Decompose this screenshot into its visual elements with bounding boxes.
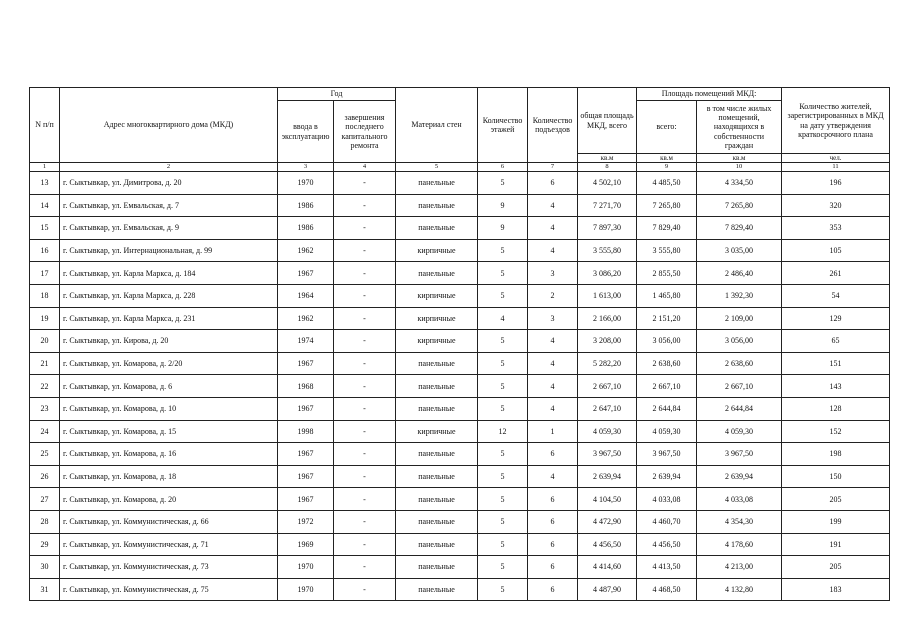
year-commission-cell: 1964 bbox=[278, 285, 334, 308]
table-row bbox=[30, 330, 890, 353]
residents-cell: 353 bbox=[782, 217, 890, 240]
unit-premises-private: кв.м bbox=[697, 154, 782, 163]
year-repair-cell: - bbox=[334, 307, 396, 330]
floors-cell: 5 bbox=[478, 397, 528, 420]
total-area-cell: 1 613,00 bbox=[578, 285, 637, 308]
year-commission-cell: 1962 bbox=[278, 239, 334, 262]
table-row bbox=[30, 443, 890, 466]
material-cell: панельные bbox=[396, 217, 478, 240]
header-num: N п/п bbox=[30, 88, 60, 163]
year-commission-cell: 1986 bbox=[278, 194, 334, 217]
year-repair-cell: - bbox=[334, 285, 396, 308]
year-repair-cell: - bbox=[334, 465, 396, 488]
premises-private-cell: 4 354,30 bbox=[697, 510, 782, 533]
header-year-repair: завершения последнего капитального ремонта bbox=[334, 101, 396, 163]
total-area-cell: 4 059,30 bbox=[578, 420, 637, 443]
floors-cell: 5 bbox=[478, 330, 528, 353]
year-commission-cell: 1962 bbox=[278, 307, 334, 330]
year-repair-cell: - bbox=[334, 510, 396, 533]
row-number: 24 bbox=[30, 420, 60, 443]
header-year-commission: ввода в эксплуатацию bbox=[278, 101, 334, 163]
year-repair-cell: - bbox=[334, 488, 396, 511]
residents-cell: 198 bbox=[782, 443, 890, 466]
year-commission-cell: 1967 bbox=[278, 352, 334, 375]
table-row bbox=[30, 420, 890, 443]
floors-cell: 9 bbox=[478, 217, 528, 240]
premises-total-cell: 1 465,80 bbox=[637, 285, 697, 308]
premises-total-cell: 3 056,00 bbox=[637, 330, 697, 353]
table-row bbox=[30, 262, 890, 285]
address-cell: г. Сыктывкар, ул. Комарова, д. 6 bbox=[60, 375, 278, 398]
floors-cell: 5 bbox=[478, 352, 528, 375]
floors-cell: 4 bbox=[478, 307, 528, 330]
row-number: 14 bbox=[30, 194, 60, 217]
premises-total-cell: 2 638,60 bbox=[637, 352, 697, 375]
premises-private-cell: 4 132,80 bbox=[697, 578, 782, 601]
total-area-cell: 4 104,50 bbox=[578, 488, 637, 511]
column-number: 11 bbox=[782, 163, 890, 172]
floors-cell: 5 bbox=[478, 172, 528, 195]
entrances-cell: 4 bbox=[528, 239, 578, 262]
entrances-cell: 6 bbox=[528, 556, 578, 579]
row-number: 15 bbox=[30, 217, 60, 240]
entrances-cell: 4 bbox=[528, 375, 578, 398]
address-cell: г. Сыктывкар, ул. Интернациональная, д. 99 bbox=[60, 239, 278, 262]
premises-total-cell: 7 829,40 bbox=[637, 217, 697, 240]
total-area-cell: 4 414,60 bbox=[578, 556, 637, 579]
table-row bbox=[30, 239, 890, 262]
floors-cell: 5 bbox=[478, 488, 528, 511]
year-commission-cell: 1970 bbox=[278, 556, 334, 579]
entrances-cell: 6 bbox=[528, 578, 578, 601]
total-area-cell: 2 639,94 bbox=[578, 465, 637, 488]
material-cell: панельные bbox=[396, 578, 478, 601]
year-commission-cell: 1986 bbox=[278, 217, 334, 240]
residents-cell: 54 bbox=[782, 285, 890, 308]
total-area-cell: 2 667,10 bbox=[578, 375, 637, 398]
column-number: 4 bbox=[334, 163, 396, 172]
address-cell: г. Сыктывкар, ул. Комарова, д. 15 bbox=[60, 420, 278, 443]
total-area-cell: 7 271,70 bbox=[578, 194, 637, 217]
column-number: 7 bbox=[528, 163, 578, 172]
year-repair-cell: - bbox=[334, 239, 396, 262]
address-cell: г. Сыктывкар, ул. Комарова, д. 16 bbox=[60, 443, 278, 466]
premises-total-cell: 2 667,10 bbox=[637, 375, 697, 398]
year-repair-cell: - bbox=[334, 397, 396, 420]
address-cell: г. Сыктывкар, ул. Коммунистическая, д. 66 bbox=[60, 510, 278, 533]
premises-total-cell: 4 456,50 bbox=[637, 533, 697, 556]
header-material: Материал стен bbox=[396, 88, 478, 163]
row-number: 25 bbox=[30, 443, 60, 466]
total-area-cell: 7 897,30 bbox=[578, 217, 637, 240]
row-number: 22 bbox=[30, 375, 60, 398]
entrances-cell: 4 bbox=[528, 397, 578, 420]
material-cell: панельные bbox=[396, 172, 478, 195]
row-number: 21 bbox=[30, 352, 60, 375]
premises-total-cell: 4 460,70 bbox=[637, 510, 697, 533]
table-row bbox=[30, 217, 890, 240]
total-area-cell: 4 472,90 bbox=[578, 510, 637, 533]
floors-cell: 5 bbox=[478, 533, 528, 556]
material-cell: панельные bbox=[396, 533, 478, 556]
year-commission-cell: 1974 bbox=[278, 330, 334, 353]
premises-total-cell: 4 059,30 bbox=[637, 420, 697, 443]
unit-premises-total: кв.м bbox=[637, 154, 697, 163]
entrances-cell: 1 bbox=[528, 420, 578, 443]
material-cell: панельные bbox=[396, 510, 478, 533]
residents-cell: 65 bbox=[782, 330, 890, 353]
material-cell: панельные bbox=[396, 556, 478, 579]
year-commission-cell: 1970 bbox=[278, 578, 334, 601]
year-repair-cell: - bbox=[334, 375, 396, 398]
entrances-cell: 3 bbox=[528, 262, 578, 285]
year-repair-cell: - bbox=[334, 556, 396, 579]
total-area-cell: 2 647,10 bbox=[578, 397, 637, 420]
residents-cell: 320 bbox=[782, 194, 890, 217]
address-cell: г. Сыктывкар, ул. Емвальская, д. 9 bbox=[60, 217, 278, 240]
residents-cell: 191 bbox=[782, 533, 890, 556]
floors-cell: 9 bbox=[478, 194, 528, 217]
residents-cell: 261 bbox=[782, 262, 890, 285]
premises-private-cell: 3 967,50 bbox=[697, 443, 782, 466]
row-number: 28 bbox=[30, 510, 60, 533]
floors-cell: 12 bbox=[478, 420, 528, 443]
premises-private-cell: 4 059,30 bbox=[697, 420, 782, 443]
premises-private-cell: 4 334,50 bbox=[697, 172, 782, 195]
premises-total-cell: 2 151,20 bbox=[637, 307, 697, 330]
material-cell: панельные bbox=[396, 397, 478, 420]
address-cell: г. Сыктывкар, ул. Карла Маркса, д. 184 bbox=[60, 262, 278, 285]
entrances-cell: 3 bbox=[528, 307, 578, 330]
entrances-cell: 6 bbox=[528, 443, 578, 466]
floors-cell: 5 bbox=[478, 375, 528, 398]
header-total-area: общая площадь МКД, всего bbox=[578, 88, 637, 154]
material-cell: панельные bbox=[396, 443, 478, 466]
year-repair-cell: - bbox=[334, 172, 396, 195]
residents-cell: 143 bbox=[782, 375, 890, 398]
header-premises-private: в том числе жилых помещений, находящихся в собственности граждан bbox=[697, 101, 782, 154]
entrances-cell: 4 bbox=[528, 217, 578, 240]
total-area-cell: 3 967,50 bbox=[578, 443, 637, 466]
row-number: 19 bbox=[30, 307, 60, 330]
total-area-cell: 3 555,80 bbox=[578, 239, 637, 262]
year-repair-cell: - bbox=[334, 352, 396, 375]
material-cell: панельные bbox=[396, 262, 478, 285]
column-number: 10 bbox=[697, 163, 782, 172]
entrances-cell: 2 bbox=[528, 285, 578, 308]
year-commission-cell: 1967 bbox=[278, 488, 334, 511]
year-repair-cell: - bbox=[334, 262, 396, 285]
premises-total-cell: 7 265,80 bbox=[637, 194, 697, 217]
year-repair-cell: - bbox=[334, 533, 396, 556]
floors-cell: 5 bbox=[478, 578, 528, 601]
table-body bbox=[30, 172, 890, 601]
premises-private-cell: 2 639,94 bbox=[697, 465, 782, 488]
table-row bbox=[30, 194, 890, 217]
address-cell: г. Сыктывкар, ул. Карла Маркса, д. 231 bbox=[60, 307, 278, 330]
address-cell: г. Сыктывкар, ул. Комарова, д. 20 bbox=[60, 488, 278, 511]
column-number: 3 bbox=[278, 163, 334, 172]
table-row bbox=[30, 465, 890, 488]
year-commission-cell: 1969 bbox=[278, 533, 334, 556]
year-commission-cell: 1968 bbox=[278, 375, 334, 398]
row-number: 30 bbox=[30, 556, 60, 579]
residents-cell: 150 bbox=[782, 465, 890, 488]
premises-total-cell: 2 639,94 bbox=[637, 465, 697, 488]
material-cell: кирпичные bbox=[396, 239, 478, 262]
header-premises-area: Площадь помещений МКД: bbox=[637, 88, 782, 101]
table-row bbox=[30, 556, 890, 579]
row-number: 16 bbox=[30, 239, 60, 262]
year-commission-cell: 1967 bbox=[278, 443, 334, 466]
address-cell: г. Сыктывкар, ул. Карла Маркса, д. 228 bbox=[60, 285, 278, 308]
year-commission-cell: 1998 bbox=[278, 420, 334, 443]
year-commission-cell: 1967 bbox=[278, 465, 334, 488]
row-number: 26 bbox=[30, 465, 60, 488]
year-repair-cell: - bbox=[334, 420, 396, 443]
column-number: 9 bbox=[637, 163, 697, 172]
floors-cell: 5 bbox=[478, 556, 528, 579]
premises-private-cell: 4 033,08 bbox=[697, 488, 782, 511]
premises-private-cell: 7 829,40 bbox=[697, 217, 782, 240]
year-repair-cell: - bbox=[334, 443, 396, 466]
row-number: 31 bbox=[30, 578, 60, 601]
premises-total-cell: 4 033,08 bbox=[637, 488, 697, 511]
table-row bbox=[30, 285, 890, 308]
table-row bbox=[30, 510, 890, 533]
premises-private-cell: 2 486,40 bbox=[697, 262, 782, 285]
residents-cell: 105 bbox=[782, 239, 890, 262]
housing-table bbox=[29, 87, 890, 601]
total-area-cell: 2 166,00 bbox=[578, 307, 637, 330]
material-cell: панельные bbox=[396, 465, 478, 488]
material-cell: кирпичные bbox=[396, 420, 478, 443]
table-row bbox=[30, 307, 890, 330]
column-number: 5 bbox=[396, 163, 478, 172]
material-cell: кирпичные bbox=[396, 307, 478, 330]
header-year: Год bbox=[278, 88, 396, 101]
header-floors: Количество этажей bbox=[478, 88, 528, 163]
entrances-cell: 4 bbox=[528, 465, 578, 488]
table-row bbox=[30, 397, 890, 420]
table-row bbox=[30, 533, 890, 556]
address-cell: г. Сыктывкар, ул. Комарова, д. 18 bbox=[60, 465, 278, 488]
residents-cell: 196 bbox=[782, 172, 890, 195]
premises-private-cell: 3 035,00 bbox=[697, 239, 782, 262]
row-number: 27 bbox=[30, 488, 60, 511]
year-commission-cell: 1967 bbox=[278, 262, 334, 285]
premises-private-cell: 2 667,10 bbox=[697, 375, 782, 398]
address-cell: г. Сыктывкар, ул. Коммунистическая, д. 73 bbox=[60, 556, 278, 579]
year-repair-cell: - bbox=[334, 330, 396, 353]
premises-private-cell: 2 638,60 bbox=[697, 352, 782, 375]
entrances-cell: 6 bbox=[528, 510, 578, 533]
material-cell: панельные bbox=[396, 488, 478, 511]
premises-total-cell: 3 555,80 bbox=[637, 239, 697, 262]
material-cell: кирпичные bbox=[396, 285, 478, 308]
total-area-cell: 4 502,10 bbox=[578, 172, 637, 195]
table-row bbox=[30, 352, 890, 375]
address-cell: г. Сыктывкар, ул. Кирова, д. 20 bbox=[60, 330, 278, 353]
material-cell: панельные bbox=[396, 375, 478, 398]
floors-cell: 5 bbox=[478, 239, 528, 262]
total-area-cell: 4 487,90 bbox=[578, 578, 637, 601]
material-cell: кирпичные bbox=[396, 330, 478, 353]
column-numbers-row bbox=[30, 163, 890, 172]
material-cell: панельные bbox=[396, 194, 478, 217]
premises-total-cell: 4 413,50 bbox=[637, 556, 697, 579]
header-address: Адрес многоквартирного дома (МКД) bbox=[60, 88, 278, 163]
address-cell: г. Сыктывкар, ул. Коммунистическая, д. 71 bbox=[60, 533, 278, 556]
table-row bbox=[30, 375, 890, 398]
header-premises-total: всего: bbox=[637, 101, 697, 154]
residents-cell: 128 bbox=[782, 397, 890, 420]
entrances-cell: 4 bbox=[528, 194, 578, 217]
premises-total-cell: 4 468,50 bbox=[637, 578, 697, 601]
table-row bbox=[30, 578, 890, 601]
year-repair-cell: - bbox=[334, 578, 396, 601]
residents-cell: 205 bbox=[782, 556, 890, 579]
residents-cell: 205 bbox=[782, 488, 890, 511]
floors-cell: 5 bbox=[478, 510, 528, 533]
unit-residents: чел. bbox=[782, 154, 890, 163]
address-cell: г. Сыктывкар, ул. Комарова, д. 2/20 bbox=[60, 352, 278, 375]
address-cell: г. Сыктывкар, ул. Комарова, д. 10 bbox=[60, 397, 278, 420]
floors-cell: 5 bbox=[478, 262, 528, 285]
column-number: 8 bbox=[578, 163, 637, 172]
row-number: 13 bbox=[30, 172, 60, 195]
year-repair-cell: - bbox=[334, 217, 396, 240]
row-number: 18 bbox=[30, 285, 60, 308]
total-area-cell: 3 086,20 bbox=[578, 262, 637, 285]
total-area-cell: 3 208,00 bbox=[578, 330, 637, 353]
year-commission-cell: 1967 bbox=[278, 397, 334, 420]
address-cell: г. Сыктывкар, ул. Димитрова, д. 20 bbox=[60, 172, 278, 195]
premises-total-cell: 4 485,50 bbox=[637, 172, 697, 195]
row-number: 17 bbox=[30, 262, 60, 285]
residents-cell: 183 bbox=[782, 578, 890, 601]
premises-private-cell: 2 109,00 bbox=[697, 307, 782, 330]
row-number: 23 bbox=[30, 397, 60, 420]
floors-cell: 5 bbox=[478, 465, 528, 488]
column-number: 6 bbox=[478, 163, 528, 172]
year-repair-cell: - bbox=[334, 194, 396, 217]
year-commission-cell: 1970 bbox=[278, 172, 334, 195]
row-number: 29 bbox=[30, 533, 60, 556]
table-row bbox=[30, 172, 890, 195]
floors-cell: 5 bbox=[478, 285, 528, 308]
premises-private-cell: 2 644,84 bbox=[697, 397, 782, 420]
row-number: 20 bbox=[30, 330, 60, 353]
address-cell: г. Сыктывкар, ул. Емвальская, д. 7 bbox=[60, 194, 278, 217]
premises-total-cell: 3 967,50 bbox=[637, 443, 697, 466]
floors-cell: 5 bbox=[478, 443, 528, 466]
table-row bbox=[30, 488, 890, 511]
premises-total-cell: 2 644,84 bbox=[637, 397, 697, 420]
residents-cell: 199 bbox=[782, 510, 890, 533]
year-commission-cell: 1972 bbox=[278, 510, 334, 533]
entrances-cell: 4 bbox=[528, 330, 578, 353]
premises-total-cell: 2 855,50 bbox=[637, 262, 697, 285]
premises-private-cell: 1 392,30 bbox=[697, 285, 782, 308]
column-number: 2 bbox=[60, 163, 278, 172]
premises-private-cell: 7 265,80 bbox=[697, 194, 782, 217]
residents-cell: 152 bbox=[782, 420, 890, 443]
address-cell: г. Сыктывкар, ул. Коммунистическая, д. 75 bbox=[60, 578, 278, 601]
premises-private-cell: 4 213,00 bbox=[697, 556, 782, 579]
total-area-cell: 5 282,20 bbox=[578, 352, 637, 375]
premises-private-cell: 3 056,00 bbox=[697, 330, 782, 353]
total-area-cell: 4 456,50 bbox=[578, 533, 637, 556]
premises-private-cell: 4 178,60 bbox=[697, 533, 782, 556]
header-residents: Количество жителей, зарегистрированных в МКД на дату утверждения краткосрочного плана bbox=[782, 88, 890, 154]
residents-cell: 151 bbox=[782, 352, 890, 375]
entrances-cell: 4 bbox=[528, 352, 578, 375]
material-cell: панельные bbox=[396, 352, 478, 375]
residents-cell: 129 bbox=[782, 307, 890, 330]
entrances-cell: 6 bbox=[528, 172, 578, 195]
header-entrances: Количество подъездов bbox=[528, 88, 578, 163]
entrances-cell: 6 bbox=[528, 533, 578, 556]
column-number: 1 bbox=[30, 163, 60, 172]
entrances-cell: 6 bbox=[528, 488, 578, 511]
unit-total-area: кв.м bbox=[578, 154, 637, 163]
